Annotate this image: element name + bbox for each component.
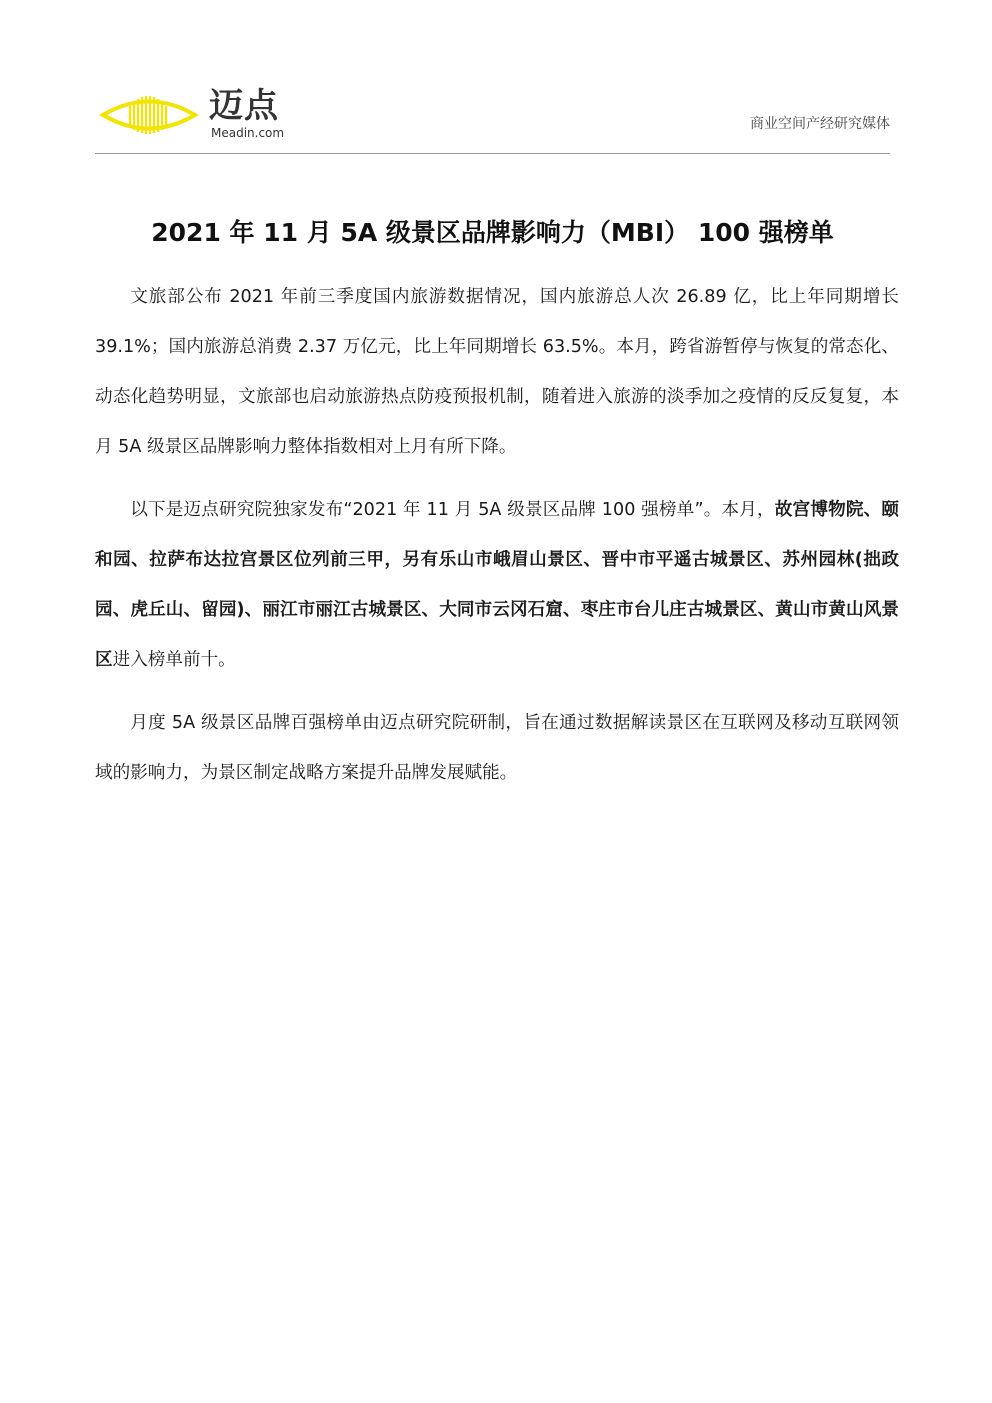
paragraph-3: 月度 5A 级景区品牌百强榜单由迈点研究院研制，旨在通过数据解读景区在互联网及移动互联网领域的影响力，为景区制定战略方案提升品牌发展赋能。 — [95, 713, 899, 783]
paragraph-1: 文旅部公布 2021 年前三季度国内旅游数据情况，国内旅游总人次 26.89 亿，比上年同期增长 39.1%；国内旅游总消费 2.37 万亿元，比上年同期增长 63.5%。本月，跨省游暂停与恢复的常态化、动态化趋势明显，文旅部也启动旅游热点防疫预报机制，随着进入旅游的淡季加之疫情的反反复复，本月 5A 级景区品牌影响力整体指数相对上月有所下降。 — [95, 287, 899, 457]
logo-english-text: Meadin.com — [211, 126, 285, 140]
meadin-logo[interactable] — [99, 84, 299, 144]
document-title: 2021 年 11 月 5A 级景区品牌影响力（MBI） 100 强榜单 — [151, 218, 834, 247]
paragraph-2-outro: 进入榜单前十。 — [112, 650, 236, 670]
header-divider — [95, 153, 890, 154]
header-tagline: 商业空间产经研究媒体 — [750, 116, 890, 132]
logo-chinese-text: 迈点 — [209, 86, 279, 126]
paragraph-2 — [95, 485, 899, 685]
paragraph-2-top-ten: 故宫博物院、颐和园、拉萨布达拉宫景区位列前三甲，另有乐山市峨眉山景区、晋中市平遥古城景区、苏州园林(拙政园、虎丘山、留园)、丽江市丽江古城景区、大同市云冈石窟、枣庄市台儿庄古城景区、黄山市黄山风景区 — [95, 500, 899, 670]
eye-logo-icon — [99, 84, 199, 144]
paragraph-2-intro: 以下是迈点研究院独家发布“2021 年 11 月 5A 级景区品牌 100 强榜单”。本月， — [130, 500, 775, 520]
page-header — [95, 78, 890, 154]
document-body — [95, 272, 899, 811]
